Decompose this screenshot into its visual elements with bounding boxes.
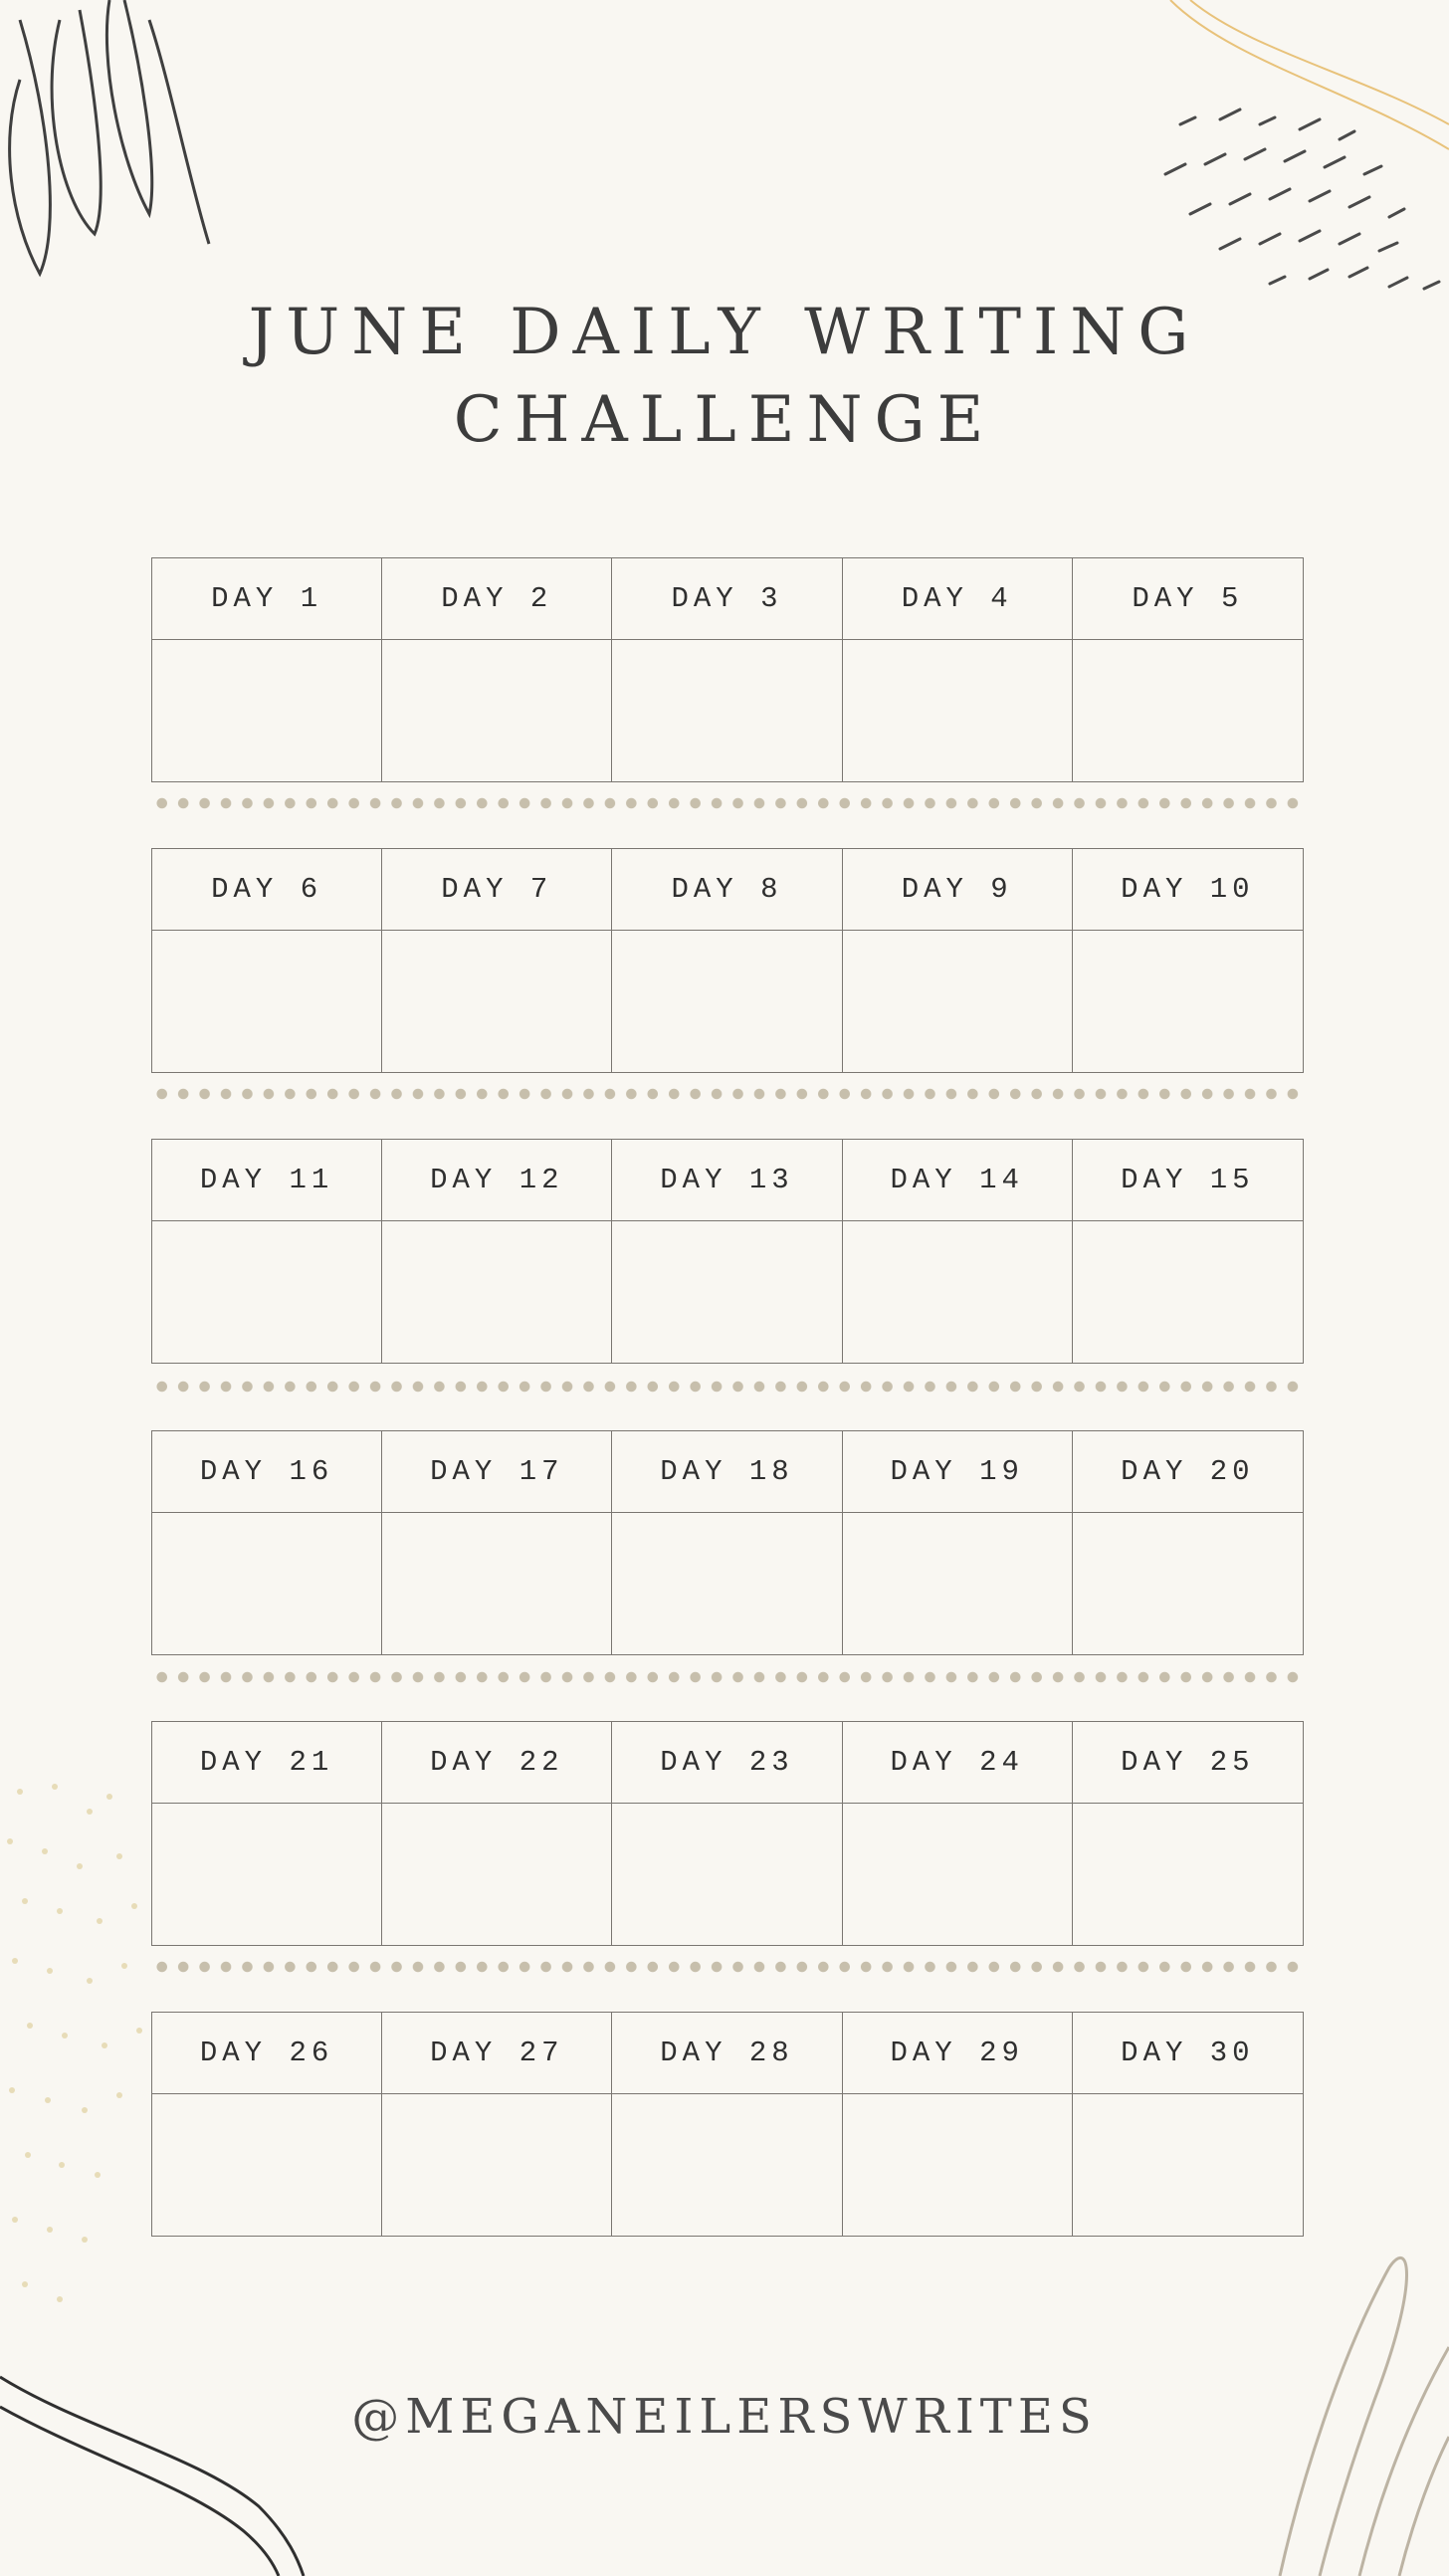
day-writing-area[interactable] [382,640,611,781]
day-cell [843,1140,1073,1363]
day-label: DAY 6 [152,849,381,931]
day-label: DAY 19 [843,1431,1072,1513]
day-cell [1073,558,1303,781]
day-cell [1073,849,1303,1072]
scribble-top-left-decoration [0,0,239,299]
day-cell [382,558,612,781]
day-writing-area[interactable] [382,2094,611,2236]
day-cell [1073,1722,1303,1945]
day-cell [382,1140,612,1363]
week-row-6 [151,2012,1304,2237]
day-writing-area[interactable] [1073,2094,1303,2236]
day-writing-area[interactable] [612,2094,841,2236]
day-writing-area[interactable] [152,1221,381,1363]
day-cell [1073,2013,1303,2236]
day-label: DAY 13 [612,1140,841,1221]
day-label: DAY 24 [843,1722,1072,1804]
day-cell [612,1431,842,1654]
day-cell [612,1722,842,1945]
day-writing-area[interactable] [1073,640,1303,781]
day-label: DAY 23 [612,1722,841,1804]
day-label: DAY 8 [612,849,841,931]
day-writing-area[interactable] [843,1513,1072,1654]
day-label: DAY 16 [152,1431,381,1513]
day-writing-area[interactable] [612,931,841,1072]
day-label: DAY 1 [152,558,381,640]
day-writing-area[interactable] [843,1221,1072,1363]
day-label: DAY 4 [843,558,1072,640]
day-cell [152,849,382,1072]
day-cell [152,1431,382,1654]
dotted-divider [151,1380,1304,1394]
day-label: DAY 5 [1073,558,1303,640]
day-writing-area[interactable] [612,1804,841,1945]
day-label: DAY 20 [1073,1431,1303,1513]
week-row-2 [151,848,1304,1073]
day-writing-area[interactable] [152,1804,381,1945]
day-writing-area[interactable] [843,2094,1072,2236]
day-writing-area[interactable] [1073,1513,1303,1654]
dotted-divider [151,1960,1304,1974]
title-line-1: JUNE DAILY WRITING [248,296,1201,369]
day-writing-area[interactable] [612,640,841,781]
day-label: DAY 26 [152,2013,381,2094]
day-writing-area[interactable] [152,640,381,781]
day-cell [152,1140,382,1363]
day-writing-area[interactable] [382,931,611,1072]
day-cell [1073,1431,1303,1654]
day-label: DAY 3 [612,558,841,640]
dash-pattern-top-right-decoration [1150,100,1449,319]
day-cell [612,849,842,1072]
day-writing-area[interactable] [152,1513,381,1654]
day-label: DAY 27 [382,2013,611,2094]
gold-lines-top-right-decoration [1150,0,1449,179]
day-cell [382,1722,612,1945]
day-writing-area[interactable] [612,1221,841,1363]
day-cell [152,1722,382,1945]
day-label: DAY 12 [382,1140,611,1221]
dotted-divider [151,1670,1304,1684]
day-cell [843,2013,1073,2236]
day-label: DAY 21 [152,1722,381,1804]
dot-pattern-left-decoration [0,1772,159,2329]
day-writing-area[interactable] [1073,931,1303,1072]
week-row-5 [151,1721,1304,1946]
day-cell [612,1140,842,1363]
day-cell [382,849,612,1072]
day-cell [612,558,842,781]
day-label: DAY 29 [843,2013,1072,2094]
day-label: DAY 25 [1073,1722,1303,1804]
day-cell [843,1722,1073,1945]
day-label: DAY 30 [1073,2013,1303,2094]
page-title [0,289,1449,464]
day-label: DAY 28 [612,2013,841,2094]
day-cell [382,2013,612,2236]
day-label: DAY 7 [382,849,611,931]
day-writing-area[interactable] [382,1221,611,1363]
day-label: DAY 17 [382,1431,611,1513]
day-writing-area[interactable] [382,1513,611,1654]
day-label: DAY 10 [1073,849,1303,931]
day-label: DAY 9 [843,849,1072,931]
day-writing-area[interactable] [152,931,381,1072]
dotted-divider [151,796,1304,810]
day-cell [152,558,382,781]
day-label: DAY 11 [152,1140,381,1221]
week-row-3 [151,1139,1304,1364]
day-writing-area[interactable] [1073,1804,1303,1945]
day-cell [843,558,1073,781]
day-cell [152,2013,382,2236]
day-label: DAY 18 [612,1431,841,1513]
day-cell [843,849,1073,1072]
day-writing-area[interactable] [843,640,1072,781]
day-label: DAY 2 [382,558,611,640]
title-line-2: CHALLENGE [453,383,996,457]
day-label: DAY 22 [382,1722,611,1804]
week-row-1 [151,557,1304,782]
day-cell [1073,1140,1303,1363]
day-cell [382,1431,612,1654]
day-label: DAY 15 [1073,1140,1303,1221]
day-writing-area[interactable] [1073,1221,1303,1363]
day-cell [843,1431,1073,1654]
week-row-4 [151,1430,1304,1655]
day-label: DAY 14 [843,1140,1072,1221]
day-writing-area[interactable] [152,2094,381,2236]
day-writing-area[interactable] [843,931,1072,1072]
dotted-divider [151,1087,1304,1101]
social-handle: @MEGANEILERSWRITES [351,2389,1098,2445]
day-writing-area[interactable] [382,1804,611,1945]
day-writing-area[interactable] [612,1513,841,1654]
day-writing-area[interactable] [843,1804,1072,1945]
day-cell [612,2013,842,2236]
